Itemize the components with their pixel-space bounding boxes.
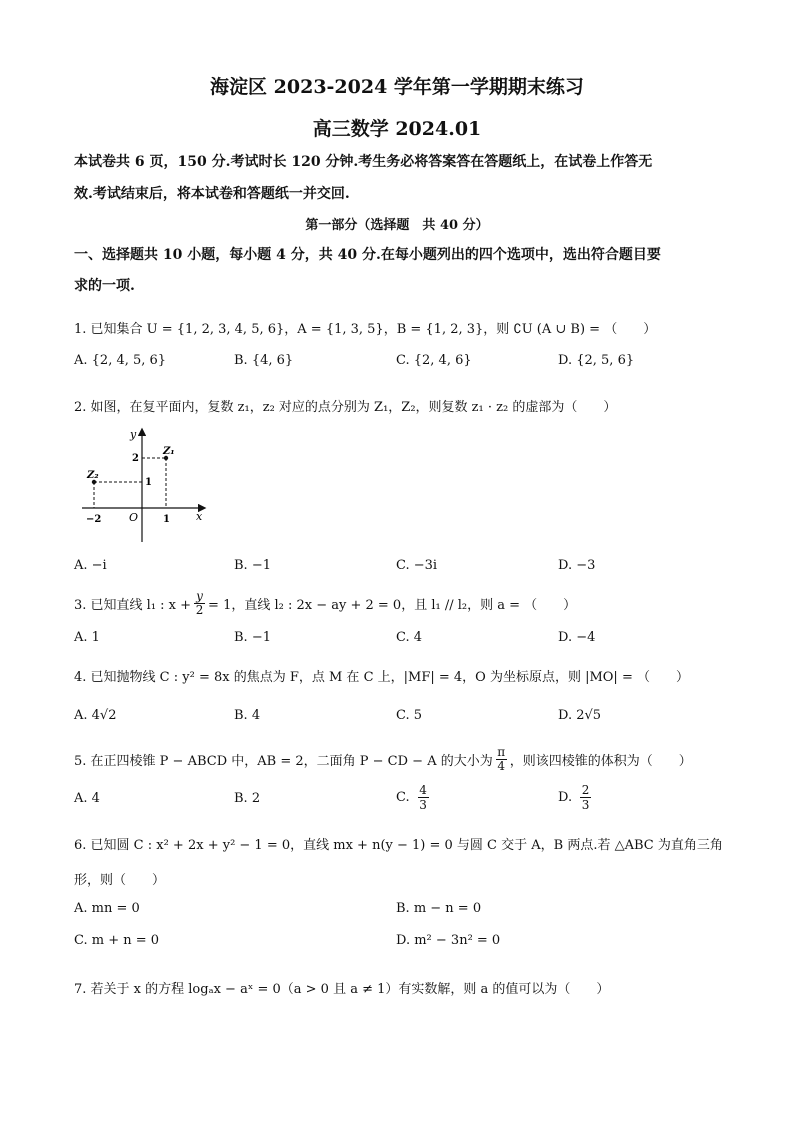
- q6-option-c: C. m + n = 0: [74, 933, 160, 948]
- question-4-stem: 4. 已知抛物线 C : y² = 8x 的焦点为 F，点 M 在 C 上，|MF| = 4，O 为坐标原点，则 |MO| = （ ）: [74, 670, 689, 685]
- q5-option-d-fraction: [580, 783, 591, 812]
- section-intro-line-1: 一、选择题共 10 小题，每小题 4 分，共 40 分.在每小题列出的四个选项中，选出符合题目要: [74, 247, 661, 263]
- q5-option-d: [558, 783, 591, 812]
- q5-fraction-numerator: π: [497, 745, 506, 759]
- section-heading: 第一部分（选择题 共 40 分）: [305, 218, 489, 233]
- q4-option-a: A. 4√2: [74, 708, 117, 723]
- q5-stem-prefix: 5. 在正四棱锥 P − ABCD 中，AB = 2，二面角 P − CD − A 的大小为: [74, 754, 493, 769]
- question-5-stem: [74, 746, 692, 773]
- q5-option-c-label: C.: [396, 790, 410, 805]
- axis-x-label: x: [196, 510, 203, 523]
- q5-option-c-numerator: 4: [419, 783, 427, 797]
- q3-option-a: A. 1: [74, 630, 100, 645]
- q3-fraction-numerator: y: [196, 589, 203, 603]
- q4-option-c: C. 5: [396, 708, 423, 723]
- question-2-stem: 2. 如图，在复平面内，复数 z₁，z₂ 对应的点分别为 Z₁，Z₂，则复数 z₁ · z₂ 的虚部为（ ）: [74, 400, 617, 415]
- q5-option-d-label: D.: [558, 790, 573, 805]
- q1-option-a: A. {2, 4, 5, 6}: [74, 353, 167, 368]
- q3-fraction-denominator: 2: [195, 603, 204, 617]
- question-6-stem-continued: 形，则（ ）: [74, 873, 166, 888]
- q2-option-b: B. −1: [234, 558, 271, 573]
- exam-subtitle: 高三数学 2024.01: [312, 118, 482, 140]
- q6-option-b: B. m − n = 0: [396, 901, 482, 916]
- q1-option-c: C. {2, 4, 6}: [396, 353, 472, 368]
- q5-option-c-denominator: 3: [419, 798, 427, 812]
- q3-stem-prefix: 3. 已知直线 l₁ : x +: [74, 598, 192, 613]
- complex-plane-figure: [76, 424, 211, 546]
- q6-option-d: D. m² − 3n² = 0: [396, 933, 501, 948]
- q3-option-c: C. 4: [396, 630, 423, 645]
- q3-option-d: D. −4: [558, 630, 596, 645]
- q4-option-d: D. 2√5: [558, 708, 602, 723]
- tick-label-y1: 1: [145, 477, 152, 488]
- q4-option-b: B. 4: [234, 708, 261, 723]
- z2-label: Z₂: [87, 470, 99, 481]
- q5-option-c: [396, 783, 429, 812]
- q5-option-c-fraction: [418, 783, 429, 812]
- instructions-line-1: 本试卷共 6 页，150 分.考试时长 120 分钟.考生务必将答案答在答题纸上，在试卷上作答无: [74, 154, 653, 170]
- q1-option-b: B. {4, 6}: [234, 353, 294, 368]
- q5-fraction: [496, 746, 507, 773]
- tick-label-x1: 1: [163, 514, 170, 525]
- q2-option-c: C. −3i: [396, 558, 438, 573]
- q2-option-a: A. −i: [74, 558, 107, 573]
- question-7-stem: 7. 若关于 x 的方程 logₐx − aˣ = 0（a > 0 且 a ≠ 1）有实数解，则 a 的值可以为（ ）: [74, 982, 610, 997]
- tick-label-y2: 2: [132, 453, 139, 464]
- q5-fraction-denominator: 4: [497, 759, 506, 773]
- q3-fraction: [194, 590, 205, 617]
- q5-option-b: B. 2: [234, 791, 261, 806]
- section-intro-line-2: 求的一项.: [74, 278, 135, 294]
- tick-label-x-minus2: −2: [86, 514, 102, 525]
- q2-option-d: D. −3: [558, 558, 596, 573]
- axis-y-label: y: [130, 428, 137, 441]
- z1-label: Z₁: [163, 446, 175, 457]
- q5-option-d-numerator: 2: [581, 783, 590, 797]
- q3-option-b: B. −1: [234, 630, 271, 645]
- q5-stem-suffix: ，则该四棱锥的体积为（ ）: [509, 754, 692, 769]
- instructions-line-2: 效.考试结束后，将本试卷和答题纸一并交回.: [74, 186, 350, 202]
- origin-label: O: [129, 511, 139, 524]
- question-6-stem: 6. 已知圆 C : x² + 2x + y² − 1 = 0，直线 mx + n(y − 1) = 0 与圆 C 交于 A，B 两点.若 △ABC 为直角三角: [74, 838, 723, 853]
- question-3-stem: [74, 590, 576, 617]
- q6-option-a: A. mn = 0: [74, 901, 140, 916]
- q5-option-d-denominator: 3: [581, 798, 590, 812]
- question-1-stem: 1. 已知集合 U = {1, 2, 3, 4, 5, 6}，A = {1, 3, 5}，B = {1, 2, 3}，则 ∁U (A ∪ B) = （ ）: [74, 322, 657, 337]
- q5-option-a: A. 4: [74, 791, 100, 806]
- q1-option-d: D. {2, 5, 6}: [558, 353, 635, 368]
- q3-stem-suffix: = 1，直线 l₂ : 2x − ay + 2 = 0，且 l₁ // l₂，则 a = （ ）: [208, 598, 577, 613]
- exam-title: 海淀区 2023-2024 学年第一学期期末练习: [210, 76, 584, 98]
